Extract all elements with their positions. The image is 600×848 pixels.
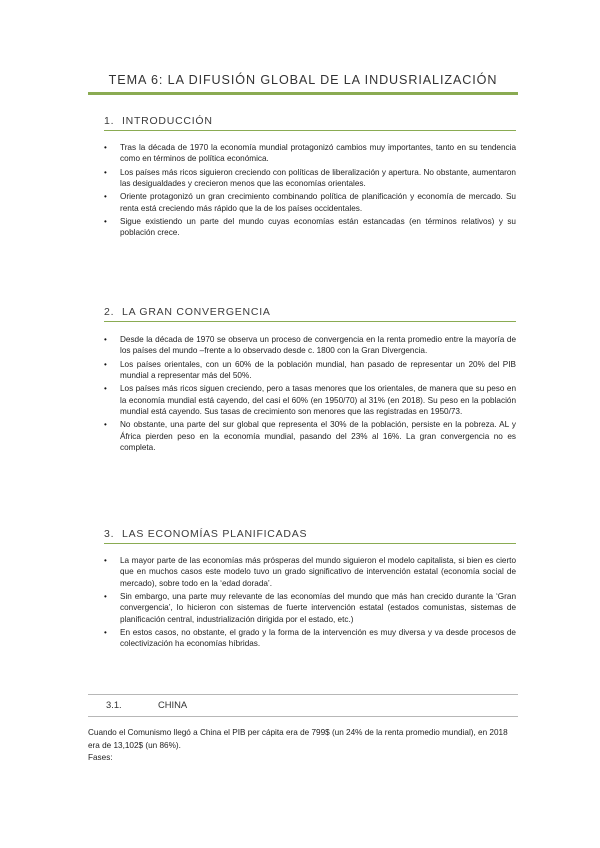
section-underline — [104, 130, 516, 131]
subsection-number: 3.1. — [106, 699, 122, 710]
subsection-heading-china — [106, 699, 187, 710]
section-number: 2. — [104, 306, 115, 318]
section-underline — [104, 543, 516, 544]
list-item: • Oriente protagonizó un gran crecimiento combinando política de planificación y economía de mercado. Su renta está creciendo más rápido que la de los países occidentales. — [104, 192, 516, 213]
subsection-rule-top — [88, 694, 518, 695]
list-item: • La mayor parte de las economías más prósperas del mundo siguieron el modelo capitalista, si bien es cierto que en muchos casos este modelo tuvo un grado significativo de intervención estatal (economía social de mercado), sobre todo en la ‘edad dorada’. — [104, 556, 516, 588]
section-number: 3. — [104, 528, 115, 540]
fases-label: Fases: — [88, 753, 113, 763]
bullet-list-economias-planificadas — [104, 555, 516, 652]
bullet-icon: • — [104, 384, 107, 394]
section-underline — [104, 321, 516, 322]
list-item: • En estos casos, no obstante, el grado y la forma de la intervención es muy diversa y va desde procesos de colectivización ha economías híbridas. — [104, 628, 516, 649]
list-item: • No obstante, una parte del sur global que representa el 30% de la población, persiste en la pobreza. AL y África pierden peso en la economía mundial, pasando del 23% al 16%. La gran convergencia no es completa. — [104, 420, 516, 453]
bullet-icon: • — [104, 628, 107, 638]
body-paragraph — [88, 727, 520, 765]
list-item: • Desde la década de 1970 se observa un proceso de convergencia en la renta promedio entre la mayoría de los países del mundo –frente a lo observado desde c. 1800 con la Gran Divergencia. — [104, 335, 516, 356]
subsection-rule-bottom — [88, 716, 518, 717]
bullet-icon: • — [104, 592, 107, 602]
list-item: • Sigue existiendo un parte del mundo cuyas economías están estancadas (en términos relativos) y su población crece. — [104, 216, 516, 238]
list-item: • Los países orientales, con un 60% de la población mundial, han pasado de representar un 20% del PIB mundial a representar más del 50%. — [104, 359, 516, 381]
bullet-icon: • — [104, 420, 107, 430]
list-item: • Los países más ricos siguieron creciendo con políticas de liberalización y apertura. No obstante, aumentaron las desigualdades y crecieron menos que las economías orientales. — [104, 167, 516, 189]
bullet-list-introduccion — [104, 142, 516, 240]
bullet-icon: • — [104, 216, 107, 226]
section-title: LAS ECONOMÍAS PLANIFICADAS — [122, 528, 308, 540]
section-title: LA GRAN CONVERGENCIA — [122, 306, 271, 318]
list-item: • Tras la década de 1970 la economía mundial protagonizó cambios muy importantes, tanto en su tendencia como en términos de política económica. — [104, 143, 516, 164]
section-heading-gran-convergencia — [104, 306, 516, 318]
bullet-icon: • — [104, 167, 107, 177]
bullet-icon: • — [104, 359, 107, 369]
section-heading-economias-planificadas — [104, 528, 516, 540]
bullet-icon: • — [104, 335, 107, 344]
title-underline — [88, 92, 518, 95]
bullet-icon: • — [104, 192, 107, 202]
section-number: 1. — [104, 115, 115, 127]
list-item: • Sin embargo, una parte muy relevante de las economías del mundo que más han crecido durante la ‘Gran convergencia’, lo hicieron con sistemas de fuerte intervención estatal (estados comunistas, sistemas de planificación central, industrialización dirigida por el estado, etc.) — [104, 592, 516, 624]
china-paragraph: Cuando el Comunismo llegó a China el PIB per cápita era de 799$ (un 24% de la renta promedio mundial), en 2018 era de 13,102$ (un 86%). — [88, 728, 508, 750]
section-title: INTRODUCCIÓN — [122, 115, 213, 127]
bullet-list-gran-convergencia — [104, 334, 516, 455]
list-item: • Los países más ricos siguen creciendo, pero a tasas menores que los orientales, de manera que su peso en la economía mundial está cayendo, del casi el 60% (en 1950/70) al 31% (en 2018). Su peso en la población mundial está cayendo. Sus tasas de crecimiento son menores que las registradas en 1950/73. — [104, 384, 516, 417]
document-title: TEMA 6: LA DIFUSIÓN GLOBAL DE LA INDUSRIALIZACIÓN — [108, 73, 498, 87]
subsection-title: CHINA — [158, 699, 188, 710]
bullet-icon: • — [104, 143, 107, 152]
bullet-icon: • — [104, 556, 107, 565]
section-heading-introduccion — [104, 115, 516, 127]
